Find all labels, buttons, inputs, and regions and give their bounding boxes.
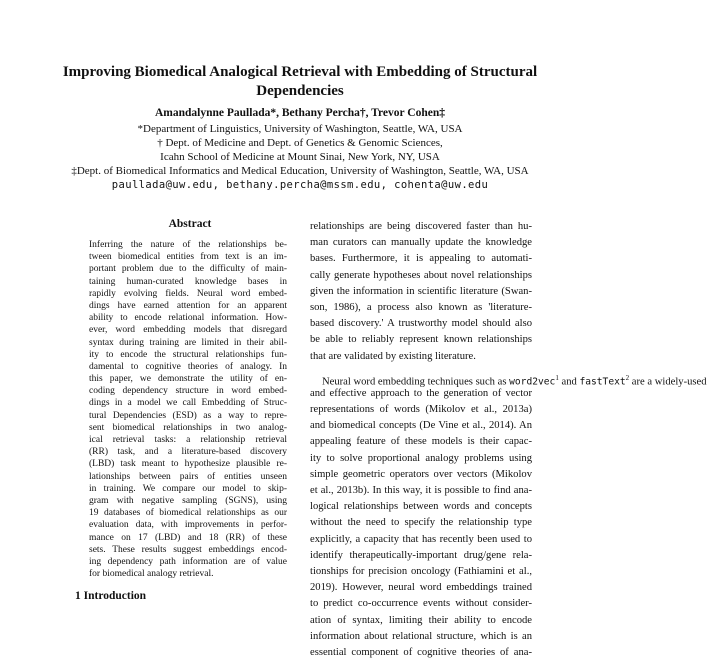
abstract-line: (LBD) task meant to hypothesize plausible re-	[89, 459, 287, 470]
para2-line: et al., 2013b). In this way, it is possible to find ana-	[310, 485, 532, 496]
abstract-line: portant problem due to the difficulty of main-	[89, 264, 287, 275]
affiliation-2: † Dept. of Medicine and Dept. of Genetics & Genomic Sciences,	[157, 137, 443, 149]
abstract-line: ability to encode relational information. How-	[89, 313, 287, 324]
author-emails: paullada@uw.edu, bethany.percha@mssm.edu, cohenta@uw.edu	[111, 179, 489, 191]
abstract-line: taining human-curated knowledge bases in	[89, 276, 287, 287]
affiliation-2-cont: Icahn School of Medicine at Mount Sinai, New York, NY, USA	[160, 151, 440, 163]
footnote-marker-1: 1	[555, 373, 559, 382]
para2-line: logical relationships between words and concepts	[310, 501, 532, 513]
para2-line: and biomedical concepts (De Vine et al., 2014). An	[310, 420, 532, 432]
para1-line: given the information in scientific literature (Swan-	[310, 285, 532, 297]
paragraph-2-first-line-end: are a widely-used	[629, 376, 707, 388]
para2-line: appealing feature of these models is their capac-	[310, 436, 532, 448]
abstract-line: in training. We compare our model to skip-	[89, 483, 287, 494]
abstract-line: sets. These results suggest embeddings encod-	[89, 544, 287, 555]
para1-line: bases. Furthermore, it is appealing to automati-	[310, 253, 532, 265]
section-heading-introduction: 1 Introduction	[75, 590, 147, 602]
abstract-line: tural Dependencies (ESD) as a way to repre-	[89, 410, 287, 421]
para2-line: essential component of cognitive theories of ana-	[310, 646, 532, 658]
paragraph-2-first-line-and: and	[558, 376, 580, 388]
para1-line: based discovery.' A trustworthy model should also	[310, 318, 532, 330]
para2-line: and effective approach to the generation of vector	[310, 387, 532, 399]
abstract-line: coding dependency structure in word embed-	[89, 386, 287, 397]
paper-title-line-2: Dependencies	[256, 83, 344, 99]
author-list: Amandalynne Paullada*, Bethany Percha†, Trevor Cohen‡	[155, 107, 445, 119]
word2vec-code: word2vec	[509, 376, 556, 388]
abstract-body	[89, 239, 287, 580]
abstract-line: for biomedical analogy retrieval.	[89, 569, 214, 580]
para2-line: without the need to specify the relationship type	[310, 517, 532, 529]
para2-line: ity to solve proportional analogy problems using	[310, 452, 532, 464]
para1-line: man curators can manually update the knowledge	[310, 237, 532, 249]
para2-line: information about relational structure, which is an	[310, 630, 532, 642]
affiliation-3: ‡Dept. of Biomedical Informatics and Medical Education, University of Washington, Seattle, WA, USA	[71, 165, 529, 177]
abstract-line: gram with negative sampling (SGNS), using	[89, 495, 287, 506]
abstract-line: rapidly evolving fields. Neural word embed-	[89, 288, 287, 299]
abstract-line: damental to cognitive theories of analogy. In	[89, 361, 287, 372]
para1-line: be able to reliably represent known relationships	[310, 334, 532, 346]
para1-line: that are validated by existing literature.	[310, 350, 476, 362]
paper-title-line-1: Improving Biomedical Analogical Retrieval with Embedding of Structural	[62, 64, 538, 80]
para1-line: relationships are being discovered faster than hu-	[310, 221, 532, 232]
abstract-line: evaluation data, with improvements in perfor-	[89, 520, 287, 531]
abstract-line: Inferring the nature of the relationships be-	[89, 240, 287, 250]
para2-line: to predict co-occurrence events without consider-	[310, 598, 532, 610]
para2-line: representations of words (Mikolov et al., 2013a)	[310, 404, 532, 416]
paragraph-2	[310, 386, 532, 661]
para1-line: son, 1986), a process also known as 'literature-	[310, 301, 532, 313]
paragraph-2-first-line	[310, 370, 707, 388]
abstract-line: tween biomedical entities from text is an im-	[89, 252, 287, 263]
abstract-line: ever, word embedding models that disregard	[89, 325, 287, 336]
abstract-line: mance on 17 (LBD) and 18 (RR) of these	[89, 532, 287, 543]
abstract-line: ity to encode the structural relationships fun-	[89, 349, 287, 360]
paragraph-1	[310, 219, 532, 365]
abstract-line: ing dependency path information are of value	[89, 556, 287, 567]
para2-line: tionships for precision oncology (Fathiamini et al.,	[310, 565, 532, 577]
para1-line: cally generate hypotheses about novel relationships	[310, 269, 532, 281]
para2-line: simple geometric operators over vectors (Mikolov	[310, 468, 532, 480]
abstract-line: sent biomedical relationships in two analog-	[89, 422, 287, 433]
para2-line: identify therapeutically-important drug/gene rela-	[310, 549, 532, 561]
abstract-line: (RR) task, and a literature-based discovery	[89, 447, 287, 458]
right-column-body	[310, 219, 707, 661]
abstract-line: dings have earned attention for an apparent	[89, 300, 287, 311]
paragraph-2-first-line-text: Neural word embedding techniques such as	[322, 376, 507, 388]
para2-line: ation of syntax, limiting their ability to encode	[310, 614, 532, 626]
footnote-marker-2: 2	[625, 373, 630, 382]
para2-line: 2019). However, neural word embeddings trained	[310, 582, 532, 594]
abstract-line: ical retrieval tasks: a relationship retrieval	[89, 435, 287, 445]
para2-line: explicitly, a capacity that has recently been used to	[310, 533, 532, 545]
abstract-heading: Abstract	[168, 218, 212, 230]
abstract-line: dings in a model we call Embedding of Struc-	[89, 398, 287, 409]
affiliation-1: *Department of Linguistics, University of Washington, Seattle, WA, USA	[137, 123, 463, 135]
fasttext-code: fastText	[579, 376, 626, 388]
abstract-line: this paper, we demonstrate the utility of en-	[89, 374, 287, 385]
abstract-line: syntax during training are limited in their abil-	[89, 337, 287, 348]
abstract-line: lationships between pairs of entities unseen	[89, 471, 287, 482]
abstract-line: 19 databases of biomedical relationships as our	[89, 508, 287, 519]
